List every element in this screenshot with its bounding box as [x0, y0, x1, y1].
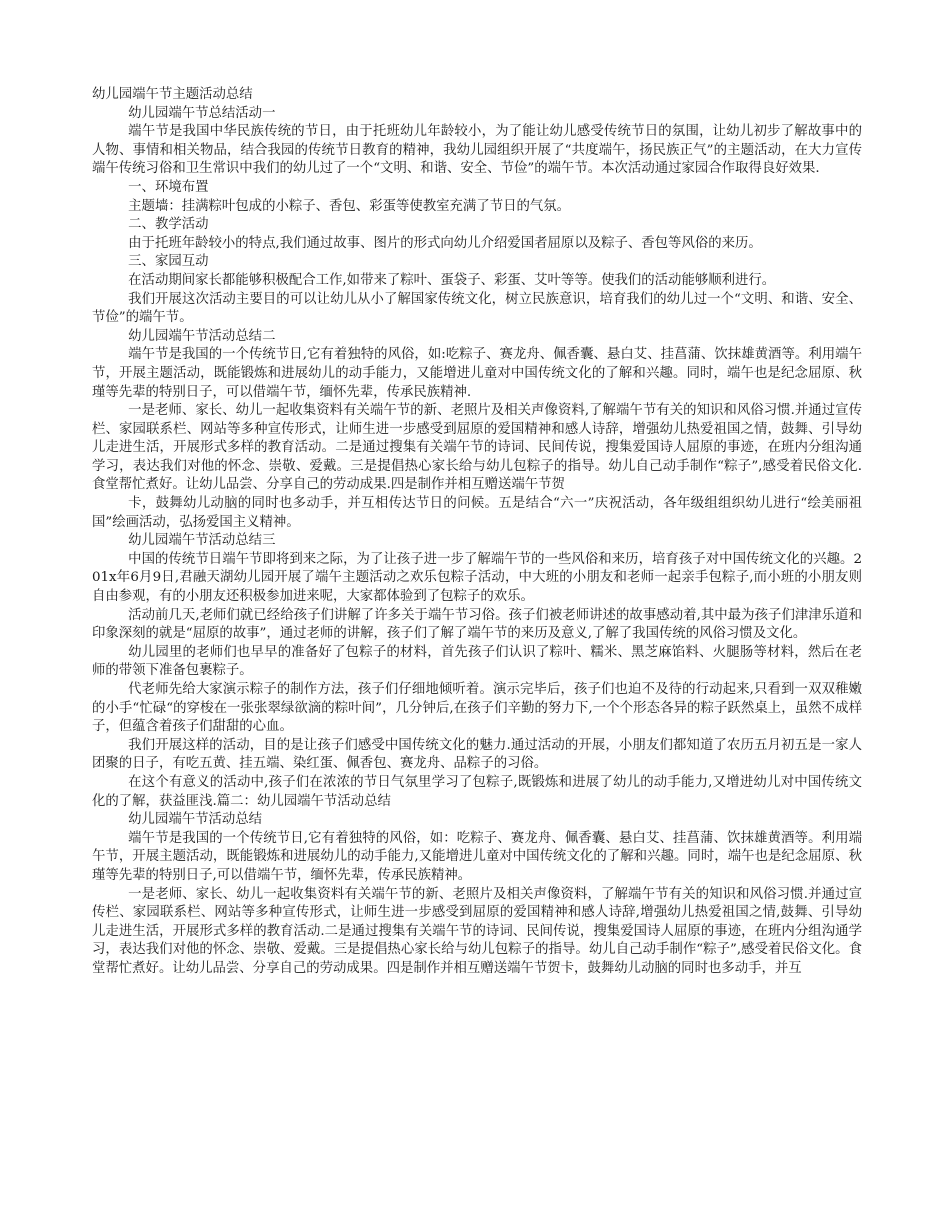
- paragraph: 端午节是我国的一个传统节日,它有着独特的风俗，如：吃粽子、赛龙舟、佩香囊、悬白艾、挂菖蒲、饮抹雄黄酒等。利用端午节，开展主题活动，既能锻炼和进展幼儿的动手能力,又能增进儿童对中国传统文化的了解和兴趣。同时，端午也是纪念屈原、秋瑾等先辈的特别日子,可以借端午节，缅怀先辈，传承民族精神。: [92, 830, 862, 883]
- section-heading: 幼儿园端午节活动总结: [128, 812, 263, 828]
- paragraph: 端午节是我国中华民族传统的节日，由于托班幼儿年龄较小，为了能让幼儿感受传统节日的氛围，让幼儿初步了解故事中的人物、事情和相关物品，结合我园的传统节日教育的精神，我幼儿园组织开展了“共度端午，扬民族正气”的主题活动，在大力宣传端午传统习俗和卫生常识中我们的幼儿过了一个“文明、和谐、安全、节俭”的端午节。本次活动通过家园合作取得良好效果.: [92, 124, 862, 177]
- paragraph: 卡，鼓舞幼儿动脑的同时也多动手，并互相传达节日的问候。五是结合“六一”庆祝活动，各年级组组织幼儿进行“绘美丽祖国”绘画活动，弘扬爱国主义精神。: [92, 496, 862, 530]
- document-title: 幼儿园端午节主题活动总结: [92, 87, 253, 102]
- paragraph: 幼儿园里的老师们也早早的准备好了包粽子的材料，首先孩子们认识了粽叶、糯米、黑芝麻馅料、火腿肠等材料，然后在老师的带领下准备包裹粽子。: [92, 644, 862, 679]
- subsection-heading: 三、家园互动: [128, 254, 209, 270]
- paragraph: 在这个有意义的活动中,孩子们在浓浓的节日气氛里学习了包粽子,既锻炼和进展了幼儿的动手能力,又增进幼儿对中国传统文化的了解，获益匪浅.篇二：幼儿园端午节活动总结: [92, 774, 862, 809]
- paragraph: 活动前几天,老师们就已经给孩子们讲解了许多关于端午节习俗。孩子们被老师讲述的故事感动着,其中最为孩子们津津乐道和印象深刻的就是“屈原的故事”，通过老师的讲解，孩子们了解了端午节的来历及意义,了解了我国传统的风俗习惯及文化。: [92, 607, 862, 642]
- paragraph: 代老师先给大家演示粽子的制作方法，孩子们仔细地倾听着。演示完毕后，孩子们也迫不及待的行动起来,只看到一双双稚嫩的小手“忙碌“的穿梭在一张张翠绿欲滴的粽叶间”，几分钟后,在孩子们辛勤的努力下,一个个形态各异的粽子跃然桌上，虽然不成样子，但蕴含着孩子们甜甜的心血。: [92, 682, 862, 735]
- paragraph: 我们开展这次活动主要目的可以让幼儿从小了解国家传统文化，树立民族意识，培育我们的幼儿过一个“文明、和谐、安全、节俭”的端午节。: [92, 291, 862, 326]
- section-heading: 幼儿园端午节总结活动一: [128, 105, 276, 121]
- paragraph: 端午节是我国的一个传统节日,它有着独特的风俗，如:吃粽子、赛龙舟、佩香囊、悬白艾、挂菖蒲、饮抹雄黄酒等。利用端午节，开展主题活动，既能锻炼和进展幼儿的动手能力，又能增进儿童对中国传统文化的了解和兴趣。同时，端午也是纪念屈原、秋瑾等先辈的特别日子，可以借端午节，缅怀先辈，传承民族精神.: [92, 347, 862, 400]
- paragraph: 在活动期间家长都能够积极配合工作,如带来了粽叶、蛋袋子、彩蛋、艾叶等等。使我们的活动能够顺利进行。: [128, 272, 776, 288]
- paragraph: 由于托班年龄较小的特点,我们通过故事、图片的形式向幼儿介绍爱国者屈原以及粽子、香包等风俗的来历。: [128, 235, 762, 251]
- subsection-heading: 一、环境布置: [128, 179, 209, 195]
- paragraph: 一是老师、家长、幼儿一起收集资料有关端午节的新、老照片及相关声像资料,了解端午节有关的知识和风俗习惯.并通过宣传栏、家园联系栏、网站等多种宣传形式，让师生进一步感受到屈原的爱国精神和感人诗辞，增强幼儿热爱祖国之情，鼓舞、引导幼儿走进生活，开展形式多样的教育活动。二是通过搜集有关端午节的诗词、民间传说，搜集爱国诗人屈原的事迹，在班内分组沟通学习，表达我们对他的怀念、崇敬、爱戴。三是提倡热心家长给与幼儿包粽子的指导。幼儿自己动手制作“粽子”,感受着民俗文化.食堂帮忙煮好。让幼儿品尝、分享自己的劳动成果.四是制作并相互赠送端午节贺: [92, 403, 862, 493]
- paragraph: 主题墙：挂满粽叶包成的小粽子、香包、彩蛋等使教室充满了节日的气氛。: [128, 198, 571, 214]
- paragraph: 一是老师、家长、幼儿一起收集资料有关端午节的新、老照片及相关声像资料，了解端午节有关的知识和风俗习惯.并通过宣传栏、家园联系栏、网站等多种宣传形式，让师生进一步感受到屈原的爱国精神和感人诗辞,增强幼儿热爱祖国之情,鼓舞、引导幼儿走进生活，开展形式多样的教育活动.二是通过搜集有关端午节的诗词、民间传说，搜集爱国诗人屈原的事迹，在班内分组沟通学习，表达我们对他的怀念、崇敬、爱戴。三是提倡热心家长给与幼儿包粽子的指导。幼儿自己动手制作“粽子”,感受着民俗文化。食堂帮忙煮好。让幼儿品尝、分享自己的劳动成果。四是制作并相互赠送端午节贺卡，鼓舞幼儿动脑的同时也多动手，并互: [92, 886, 862, 976]
- subsection-heading: 二、教学活动: [128, 217, 209, 233]
- section-heading: 幼儿园端午节活动总结三: [128, 533, 276, 549]
- paragraph: 中国的传统节日端午节即将到来之际，为了让孩子进一步了解端午节的一些风俗和来历，培育孩子对中国传统文化的兴趣。201x年6月9日,君融天湖幼儿园开展了端午主题活动之欢乐包粽子活动，中大班的小朋友和老师一起亲手包粽子,而小班的小朋友则自由参观，有的小朋友还积极参加进来呢，大家都体验到了包粽子的欢乐。: [92, 551, 862, 605]
- paragraph: 我们开展这样的活动，目的是让孩子们感受中国传统文化的魅力.通过活动的开展，小朋友们都知道了农历五月初五是一家人团聚的日子，有吃五黄、挂五端、染红蛋、佩香包、赛龙舟、品粽子的习俗。: [92, 737, 862, 772]
- section-heading: 幼儿园端午节活动总结二: [128, 328, 276, 344]
